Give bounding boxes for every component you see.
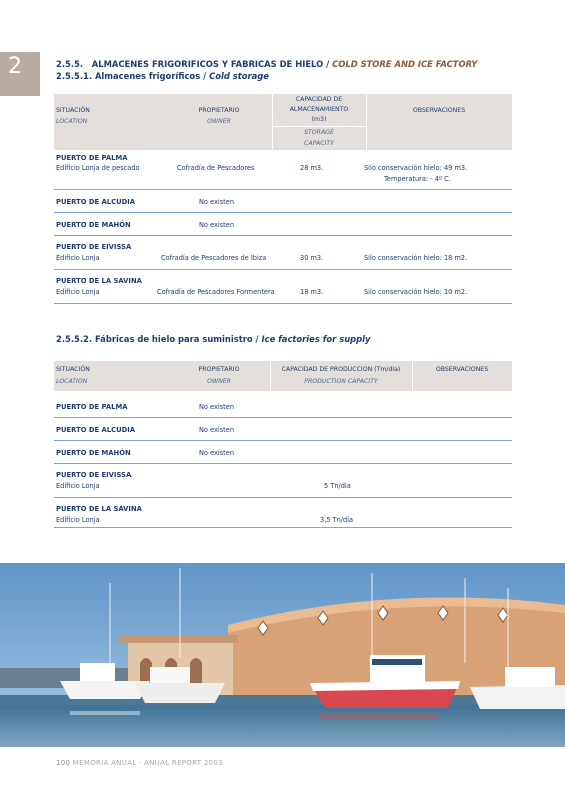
col-situacion: SITUACIÓN [56,107,90,114]
harbour-photo [0,563,565,747]
table1-header [54,94,512,150]
heading-en: COLD STORE AND ICE FACTORY [332,59,478,69]
heading-es: ALMACENES FRIGORIFICOS Y FABRICAS DE HIELO [91,59,324,69]
col-propietario: PROPIETARIO [198,107,240,114]
subheading-1-es: 2.5.5.1. Almacenes frigoríficos / [56,71,207,81]
table2-row-mahon [54,441,512,464]
port-name: PUERTO DE MAHÓN [56,449,131,457]
page-footer [56,759,223,767]
table2-row-savina [54,498,512,528]
subheading-2-en: Ice factories for supply [261,334,371,344]
footer-text: MEMORIA ANUAL · ANUAL REPORT 2003 [72,759,223,767]
col-storage: STORAGE [304,129,334,136]
site-cell: Edificio Lonja [56,288,100,296]
harbour-illustration [0,563,565,747]
subheading-1-en: Cold storage [209,71,269,81]
owner-cell: No existen [199,426,234,434]
owner-cell: No existen [199,449,234,457]
col-observaciones: OBSERVACIONES [412,107,466,114]
capacity-cell: 5 Tn/día [324,482,351,490]
owner-cell: Cofradía de Pescadores Formentera [157,288,275,296]
port-name: PUERTO DE ALCUDIA [56,426,136,434]
table1-row-palma [54,150,512,190]
observations-cell: Silo conservación hielo: 49 m3. [364,164,468,172]
col-situacion: SITUACIÓN [56,366,90,373]
subheading-1 [56,71,269,81]
port-name: PUERTO DE PALMA [56,403,128,411]
table2-header [54,361,512,391]
owner-cell: Cofradía de Pescadores [177,164,255,172]
section-number: 2 [8,54,22,79]
port-name: PUERTO DE PALMA [56,154,128,162]
col-location: LOCATION [56,118,88,125]
owner-cell: Cofradía de Pescadores de Ibiza [161,254,267,262]
col-capacidad: CAPACIDAD DE PRODUCCION (Tm/día) [281,366,401,373]
capacity-cell: 28 m3. [300,164,324,172]
port-name: PUERTO DE LA SAVINA [56,277,142,285]
port-name: PUERTO DE MAHÓN [56,221,131,229]
col-propietario: PROPIETARIO [198,366,240,373]
table1-row-mahon [54,213,512,236]
subheading-2-es: 2.5.5.2. Fábricas de hielo para suministro / [56,334,259,344]
owner-cell: No existen [199,403,234,411]
observations-cell-2: Temperatura: - 4º C. [384,175,451,183]
table2-row-eivissa [54,464,512,498]
site-cell: Edificio Lonja [56,482,100,490]
section-tab [0,52,40,96]
capacity-cell: 30 m3. [300,254,324,262]
table1-row-eivissa [54,236,512,270]
table2-row-alcudia [54,418,512,441]
port-name: PUERTO DE LA SAVINA [56,505,142,513]
col-capacidad-3: (m3) [311,116,327,123]
heading-number: 2.5.5. [56,59,84,69]
col-capacidad-2: ALMACENAMIENTO [289,106,349,113]
subheading-2 [56,334,370,344]
section-heading [56,59,477,69]
site-cell: Edificio Lonja [56,516,100,524]
port-name: PUERTO DE EIVISSA [56,471,132,479]
col-owner: OWNER [207,378,231,385]
col-observaciones: OBSERVACIONES [435,366,489,373]
col-owner: OWNER [207,118,231,125]
col-production: PRODUCTION CAPACITY [304,378,378,385]
heading-separator: / [323,59,333,69]
site-cell: Edificio Lonja [56,254,100,262]
table2-row-palma [54,396,512,418]
capacity-cell: 3,5 Tn/día [320,516,354,524]
observations-cell: Silo conservación hielo: 10 m2. [364,288,468,296]
owner-cell: No existen [199,221,234,229]
site-cell: Edificio Lonja de pescado [56,164,140,172]
observations-cell: Silo conservación hielo: 18 m2. [364,254,468,262]
owner-cell: No existen [199,198,234,206]
col-location: LOCATION [56,378,88,385]
capacity-cell: 18 m3. [300,288,324,296]
page-number: 100 [56,759,71,767]
col-capacidad-1: CAPACIDAD DE [295,96,343,103]
table1-row-savina [54,270,512,304]
port-name: PUERTO DE ALCUDIA [56,198,136,206]
port-name: PUERTO DE EIVISSA [56,243,132,251]
table1-row-alcudia [54,190,512,213]
col-capacity: CAPACITY [304,140,334,147]
